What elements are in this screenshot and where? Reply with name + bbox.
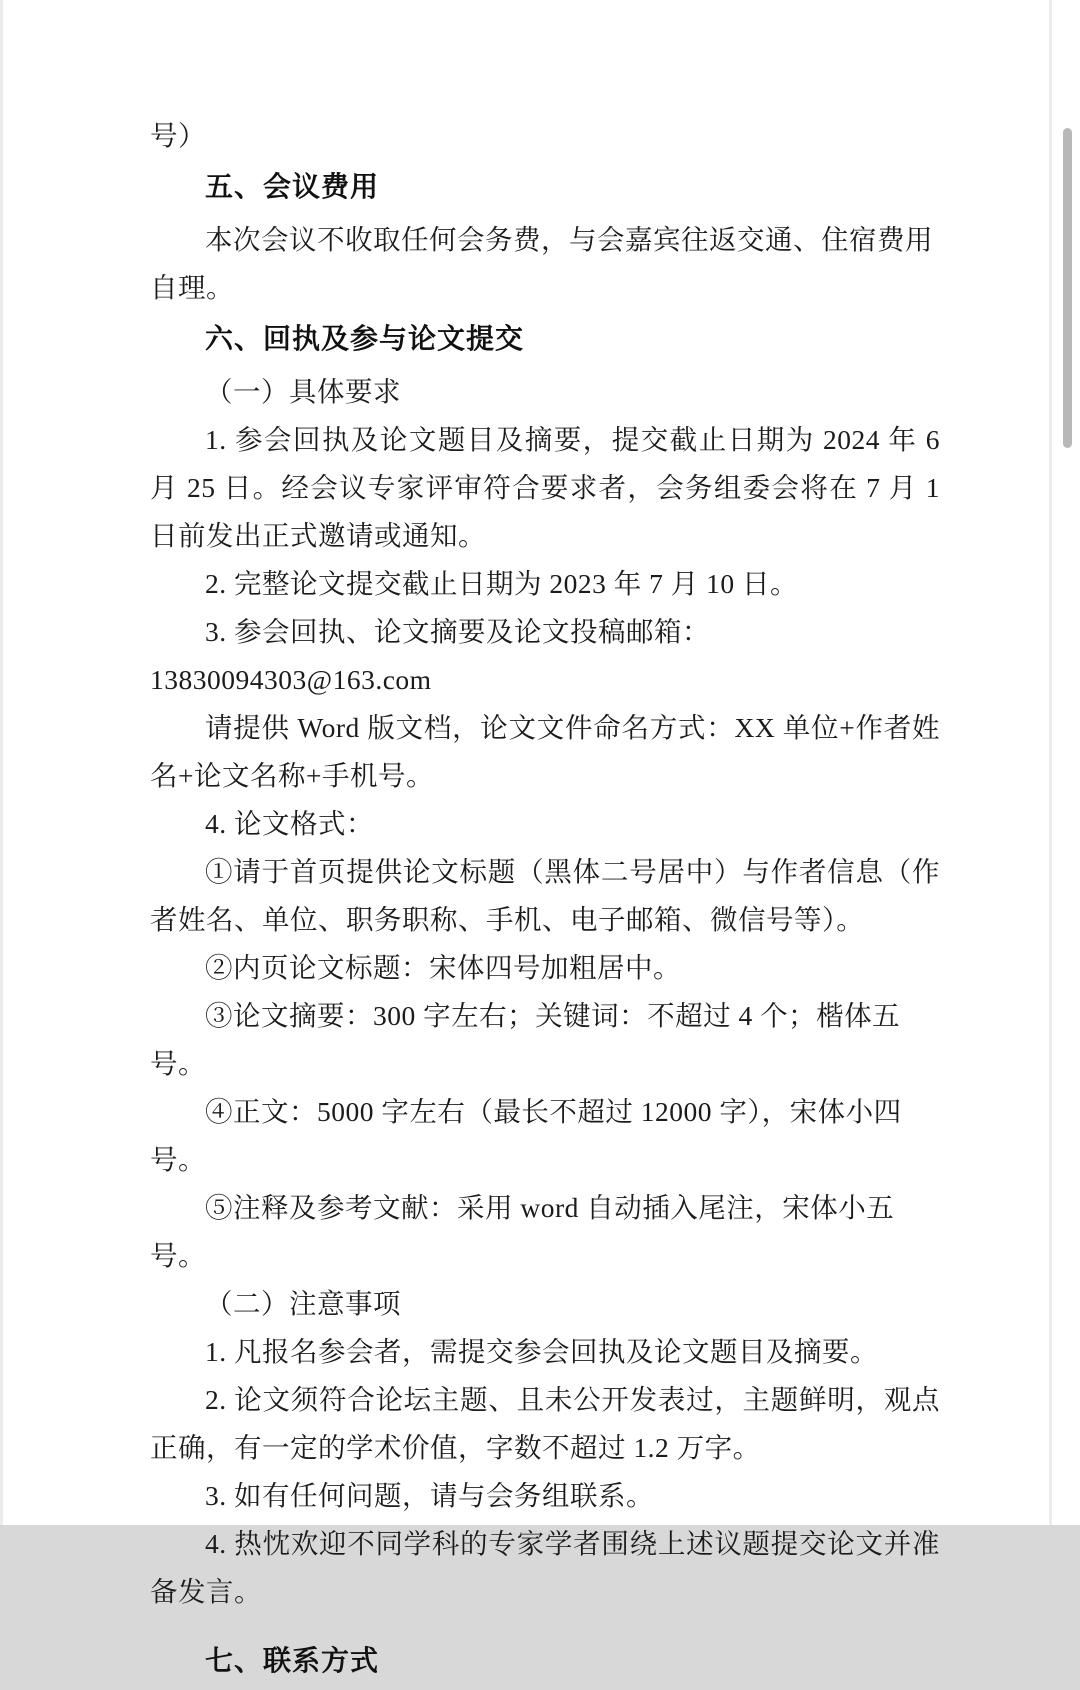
document-line: 本次会议不收取任何会务费，与会嘉宾往返交通、住宿费用自理。 <box>150 224 933 303</box>
document-line: ⑤注释及参考文献：采用 word 自动插入尾注，宋体小五号。 <box>150 1192 895 1271</box>
section-heading-5: 五、会议费用 <box>205 172 380 203</box>
document-line: 号） <box>150 120 206 151</box>
section-heading-7: 七、联系方式 <box>205 1646 380 1677</box>
document-line: 4. 论文格式： <box>205 808 374 839</box>
scrollbar-thumb[interactable] <box>1063 128 1072 448</box>
document-line: ②内页论文标题：宋体四号加粗居中。 <box>205 952 681 983</box>
document-line: ④正文：5000 字左右（最长不超过 12000 字），宋体小四号。 <box>150 1096 902 1175</box>
document-line: 2. 论文须符合论坛主题、且未公开发表过，主题鲜明，观点正确，有一定的学术价值，字数不超过 1.2 万字。 <box>150 1384 940 1463</box>
page-right-edge <box>1049 0 1052 1525</box>
document-line-email: 3. 参会回执、论文摘要及论文投稿邮箱：13830094303@163.com <box>150 616 710 695</box>
document-line: 3. 如有任何问题，请与会务组联系。 <box>205 1480 654 1511</box>
subsection-heading-1: （一）具体要求 <box>205 376 401 407</box>
document-line: ①请于首页提供论文标题（黑体二号居中）与作者信息（作者姓名、单位、职务职称、手机、电子邮箱、微信号等）。 <box>150 856 940 935</box>
document-line: ③论文摘要：300 字左右；关键词：不超过 4 个；楷体五号。 <box>150 1000 901 1079</box>
document-line: 1. 参会回执及论文题目及摘要，提交截止日期为 2024 年 6 月 25 日。经会议专家评审符合要求者，会务组委会将在 7 月 1 日前发出正式邀请或通知。 <box>150 424 948 551</box>
document-line: 1. 凡报名参会者，需提交参会回执及论文题目及摘要。 <box>205 1336 878 1367</box>
document-line: 请提供 Word 版文档，论文文件命名方式：XX 单位+作者姓名+论文名称+手机号。 <box>150 712 940 791</box>
document-line: 4. 热忱欢迎不同学科的专家学者围绕上述议题提交论文并准备发言。 <box>150 1528 940 1607</box>
page-left-edge <box>0 0 3 1525</box>
subsection-heading-2: （二）注意事项 <box>205 1288 401 1319</box>
section-heading-6: 六、回执及参与论文提交 <box>205 324 525 355</box>
document-line: 2. 完整论文提交截止日期为 2023 年 7 月 10 日。 <box>205 568 798 599</box>
document-text-body <box>150 112 948 1690</box>
